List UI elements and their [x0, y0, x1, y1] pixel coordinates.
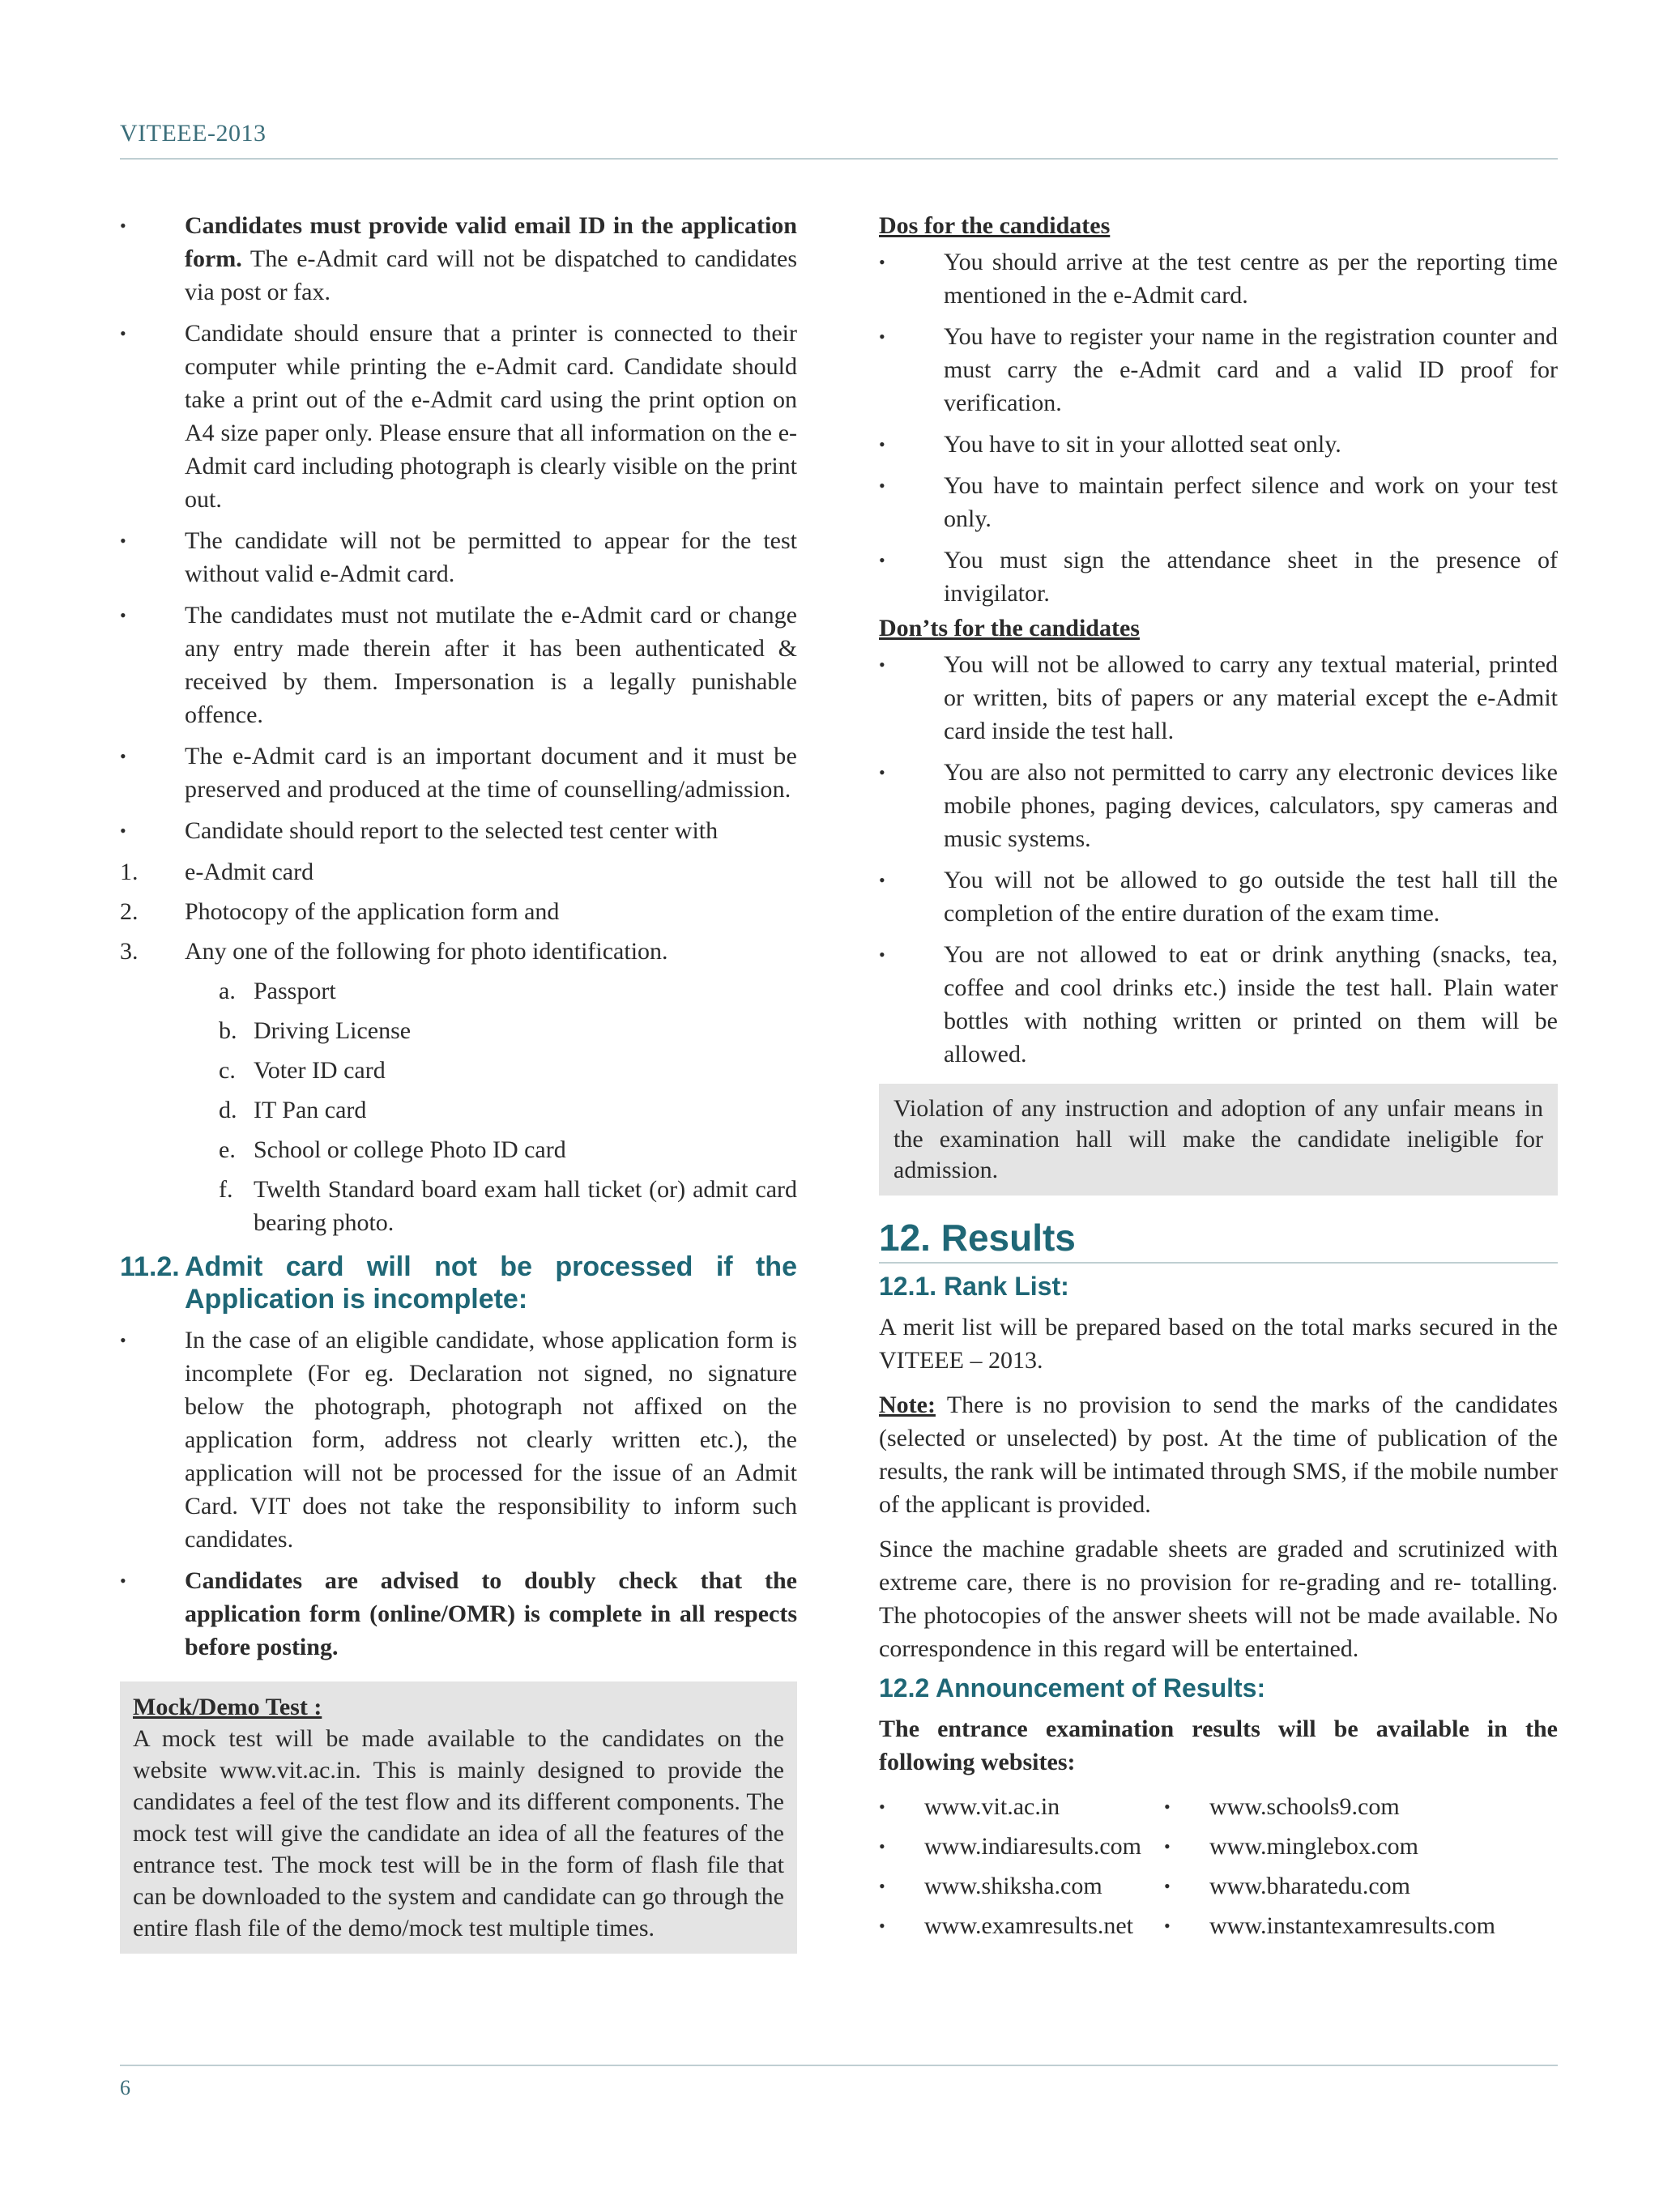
list-item: • You should arrive at the test centre as per the reporting time mentioned in the e-Admit card.	[879, 245, 1558, 312]
list-item: e. School or college Photo ID card	[219, 1136, 566, 1163]
website-item: • www.examresults.net	[879, 1909, 1164, 1942]
list-item: b. Driving License	[219, 1017, 412, 1044]
section-heading-results: 12. Results	[879, 1215, 1558, 1264]
violation-notice-box	[879, 1084, 1558, 1196]
section-heading-rank-list: 12.1. Rank List:	[879, 1272, 1069, 1301]
list-item: f. Twelth Standard board exam hall ticket (or) admit card bearing photo.	[219, 1176, 797, 1236]
header-divider	[120, 158, 1558, 160]
footer-divider	[120, 2065, 1558, 2066]
report-items-list	[120, 855, 797, 968]
list-item: a. Passport	[219, 978, 336, 1004]
section-heading-announcement: 12.2 Announcement of Results:	[879, 1673, 1266, 1703]
results-websites	[879, 1790, 1558, 1949]
mock-test-box	[120, 1681, 797, 1954]
left-column	[120, 209, 797, 1954]
list-item: c. Voter ID card	[219, 1057, 386, 1084]
list-item: • You have to maintain perfect silence and work on your test only.	[879, 469, 1558, 535]
list-item: • The candidates must not mutilate the e-Admit card or change any entry made therein after it has been authenticated & received by them. Impersonation is a legally punishable offence.	[120, 599, 797, 731]
list-item: • Candidates are advised to doubly check that the application form (online/OMR) is complete in all respects before posting.	[120, 1564, 797, 1664]
mock-test-title: Mock/Demo Test :	[133, 1694, 322, 1720]
dos-title: Dos for the candidates	[879, 212, 1111, 239]
list-item: • The candidate will not be permitted to appear for the test without valid e-Admit card.	[120, 524, 797, 590]
website-item: • www.minglebox.com	[1164, 1830, 1545, 1863]
list-item: • You have to register your name in the registration counter and must carry the e-Admit card and a valid ID proof for verification.	[879, 320, 1558, 420]
donts-list	[879, 648, 1558, 1071]
list-item: • You have to sit in your allotted seat only.	[879, 428, 1558, 461]
list-item: 1. e-Admit card	[120, 859, 314, 885]
list-item: 3. Any one of the following for photo identification.	[120, 938, 668, 965]
list-item: • You are also not permitted to carry any electronic devices like mobile phones, paging devices, calculators, spy cameras and music systems.	[879, 756, 1558, 855]
donts-title: Don’ts for the candidates	[879, 615, 1140, 641]
list-item: • You must sign the attendance sheet in the presence of invigilator.	[879, 543, 1558, 610]
list-item: • The e-Admit card is an important document and it must be preserved and produced at the time of counselling/admission.	[120, 739, 797, 806]
rank-list-text: A merit list will be prepared based on the total marks secured in the VITEEE – 2013.	[879, 1314, 1558, 1374]
list-item: • Candidate should ensure that a printer is connected to their computer while printing the e-Admit card. Candidate should take a print out of the e-Admit card using the print option on A4 size paper only. Please ensure that all information on the e-Admit card including photograph is clearly visible on the print out.	[120, 317, 797, 516]
list-item: • In the case of an eligible candidate, whose application form is incomplete (For eg. Declaration not signed, no signature below the photograph, photograph not affixed on the application form, address not clearly written etc.), the application will not be processed for the issue of an Admit Card. VIT does not take the responsibility to inform such candidates.	[120, 1323, 797, 1556]
website-item: • www.schools9.com	[1164, 1790, 1545, 1823]
photo-id-list	[120, 974, 797, 1239]
page-header: VITEEE-2013	[120, 120, 267, 147]
list-item: • Candidate should report to the selected test center with	[120, 814, 797, 847]
list-item: • You will not be allowed to carry any textual material, printed or written, bits of papers or any material except the e-Admit card inside the test hall.	[879, 648, 1558, 748]
website-item: • www.vit.ac.in	[879, 1790, 1164, 1823]
list-item: 2. Photocopy of the application form and	[120, 898, 560, 925]
list-item: d. IT Pan card	[219, 1097, 367, 1123]
note-label: Note:	[879, 1392, 936, 1418]
list-item: • Candidates must provide valid email ID in the application form. The e-Admit card will not be dispatched to candidates via post or fax.	[120, 209, 797, 309]
website-item: • www.bharatedu.com	[1164, 1869, 1545, 1903]
note-paragraph: Note: There is no provision to send the marks of the candidates (selected or unselected) by post. At the time of publication of the results, the rank will be intimated through SMS, if the mobile number of the applicant is provided.	[879, 1392, 1558, 1518]
mock-test-text: A mock test will be made available to the candidates on the website www.vit.ac.in. This is mainly designed to provide the candidates a feel of the test flow and its different components. The mock test will give the candidate an idea of all the features of the entrance test. The mock test will be in the form of flash file that can be downloaded to the system and candidate can go through the entire flash file of the demo/mock test multiple times.	[133, 1725, 784, 1941]
list-item: • You are not allowed to eat or drink anything (snacks, tea, coffee and cool drinks etc.) inside the test hall. Plain water bottles with nothing written or printed on them will be allowed.	[879, 938, 1558, 1071]
website-item: • www.indiaresults.com	[879, 1830, 1164, 1863]
page-number: 6	[120, 2076, 130, 2099]
incomplete-application-bullets	[120, 1323, 797, 1664]
section-heading-11-2: 11.2. Admit card will not be processed if the Application is incomplete:	[120, 1251, 797, 1315]
websites-intro: The entrance examination results will be available in the following websites:	[879, 1715, 1558, 1775]
website-item: • www.instantexamresults.com	[1164, 1909, 1545, 1942]
violation-text: Violation of any instruction and adoption of any unfair means in the examination hall will make the candidate ineligible for admission.	[893, 1095, 1543, 1183]
list-item: • You will not be allowed to go outside the test hall till the completion of the entire duration of the exam time.	[879, 863, 1558, 930]
admit-card-bullets	[120, 209, 797, 847]
dos-list	[879, 245, 1558, 610]
grading-text: Since the machine gradable sheets are graded and scrutinized with extreme care, there is no provision for re-grading and re- totalling. The photocopies of the answer sheets will not be made available. No correspondence in this regard will be entertained.	[879, 1536, 1558, 1662]
right-column	[879, 209, 1558, 1949]
website-item: • www.shiksha.com	[879, 1869, 1164, 1903]
